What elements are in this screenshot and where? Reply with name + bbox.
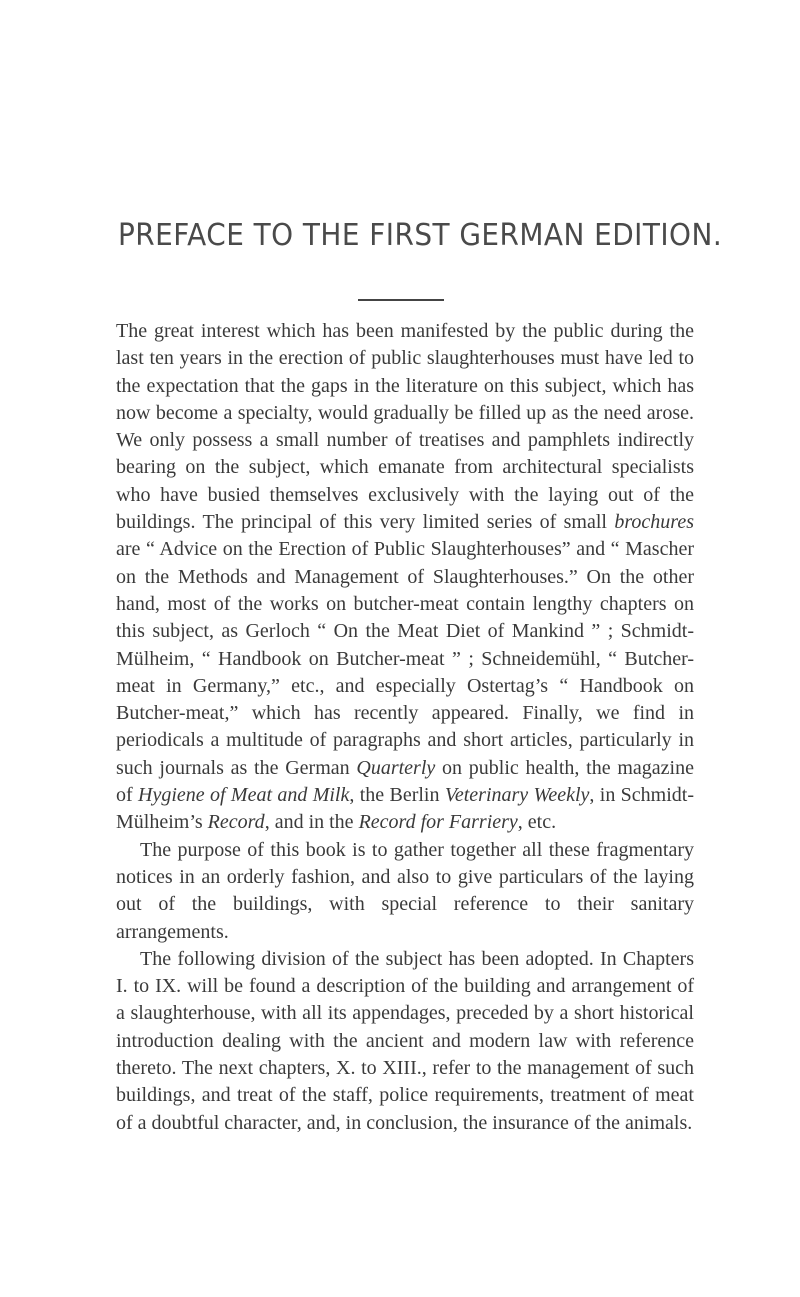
- body-text-run: , and in the: [264, 811, 359, 834]
- title-divider: [358, 299, 444, 301]
- paragraph-3: [116, 946, 694, 1137]
- italic-title-text: Hygiene of Meat and Milk: [138, 784, 350, 807]
- italic-title-text: brochures: [614, 511, 694, 534]
- page-title: PREFACE TO THE FIRST GERMAN EDITION.: [118, 218, 723, 253]
- body-text-run: The following division of the subject has been adopted. In Chapters I. to IX. will be found a description of the building and arrangement of a slaughterhouse, with all its appendages, preceded by a short historical introduction dealing with the ancient and modern law with reference thereto. The next chapters, X. to XIII., refer to the management of such buildings, and treat of the staff, police requirements, treatment of meat of a doubtful character, and, in conclusion, the insurance of the animals.: [116, 947, 694, 1134]
- italic-title-text: Veterinary Weekly: [444, 784, 590, 807]
- body-text-run: , etc.: [517, 811, 557, 834]
- italic-title-text: Quarterly: [356, 756, 436, 779]
- preface-body: [116, 318, 694, 1137]
- italic-title-text: Record for Farriery: [358, 811, 518, 834]
- paragraph-2: [116, 837, 694, 946]
- body-text-run: , the Berlin: [349, 784, 445, 807]
- body-text-run: The purpose of this book is to gather together all these fragmentary notices in an orderly fashion, and also to give particulars of the laying out of the buildings, with special reference to their sanitary arrangements.: [116, 838, 694, 943]
- paragraph-1: [116, 318, 694, 837]
- italic-title-text: Record: [207, 811, 265, 834]
- body-text-run: on public health, the magazine of: [116, 756, 694, 807]
- body-text-run: , in Schmidt-Mülheim’s: [116, 784, 694, 834]
- body-text-run: The great interest which has been manifested by the public during the last ten years in the erection of public slaughterhouses must have led to the expectation that the gaps in the literature on this subject, which has now become a specialty, would gradually be filled up as the need arose. We only possess a small number of treatises and pamphlets indirectly bearing on the subject, which emanate from architectural specialists who have busied themselves exclusively with the laying out of the buildings. The principal of this very limited series of small: [116, 320, 694, 534]
- body-text-run: are “ Advice on the Erection of Public Slaughterhouses” and “ Mascher on the Methods and Management of Slaughterhouses.” On the other hand, most of the works on butcher-meat contain lengthy chapters on this subject, as Gerloch “ On the Meat Diet of Mankind ” ; Schmidt-Mülheim, “ Handbook on Butcher-meat ” ; Schneidemühl, “ Butcher-meat in Germany,” etc., and especially Ostertag’s “ Handbook on Butcher-meat,” which has recently appeared. Finally, we find in periodicals a multitude of paragraphs and short articles, particularly in such journals as the German: [116, 538, 694, 779]
